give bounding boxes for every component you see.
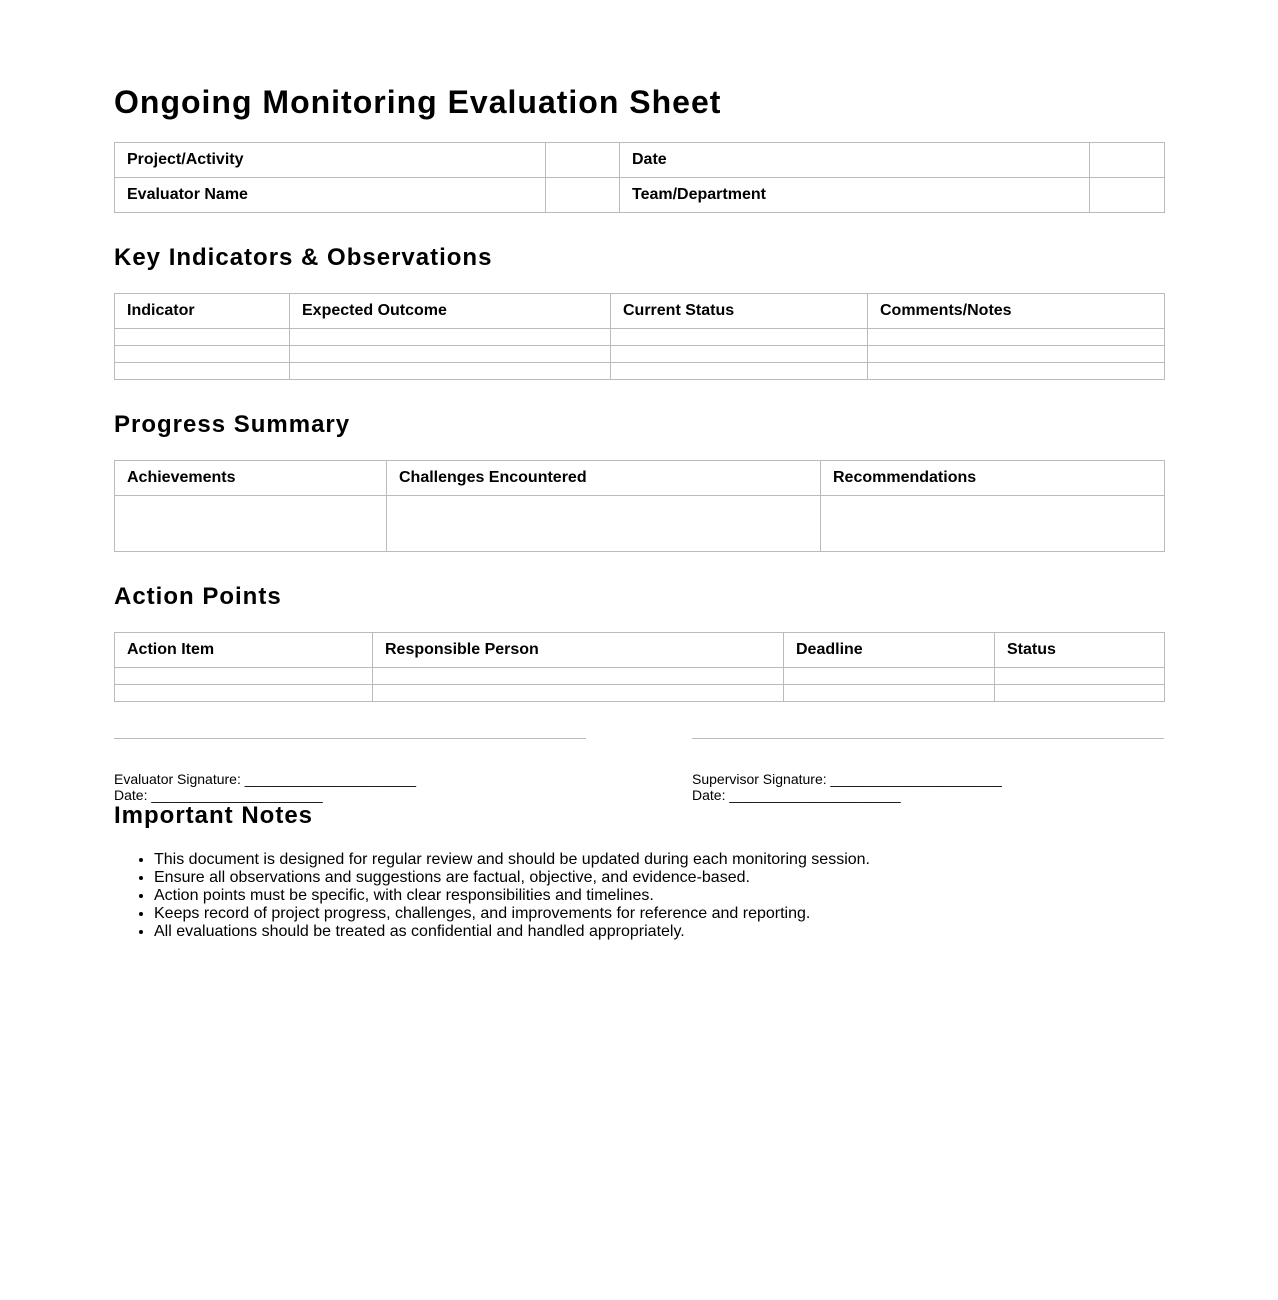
column-header-recommendations: Recommendations bbox=[821, 461, 1165, 496]
action-item-cell[interactable] bbox=[115, 668, 373, 685]
indicator-cell[interactable] bbox=[115, 346, 290, 363]
column-header-action-item: Action Item bbox=[115, 633, 373, 668]
list-item: • All evaluations should be treated as confidential and handled appropriately. bbox=[154, 923, 870, 941]
column-header-deadline: Deadline bbox=[784, 633, 995, 668]
notes-list bbox=[114, 851, 870, 941]
supervisor-signature-rule bbox=[692, 738, 1164, 739]
info-row-evaluator bbox=[115, 178, 1165, 213]
supervisor-date-field[interactable]: Date: ______________________ bbox=[692, 787, 901, 803]
list-item: • This document is designed for regular review and should be updated during each monitoring session. bbox=[154, 851, 870, 869]
current-status-cell[interactable] bbox=[611, 329, 868, 346]
list-item: • Ensure all observations and suggestions are factual, objective, and evidence-based. bbox=[154, 869, 870, 887]
column-header-achievements: Achievements bbox=[115, 461, 387, 496]
table-row bbox=[115, 363, 1165, 380]
team-department-value[interactable] bbox=[1090, 178, 1165, 213]
notes-heading: Important Notes bbox=[114, 802, 314, 829]
column-header-comments-notes: Comments/Notes bbox=[868, 294, 1165, 329]
team-department-label: Team/Department bbox=[620, 178, 1090, 213]
indicators-heading: Key Indicators & Observations bbox=[114, 244, 493, 271]
supervisor-signature-field[interactable]: Supervisor Signature: ______________________ bbox=[692, 771, 1002, 787]
list-item: • Keeps record of project progress, challenges, and improvements for reference and reporting. bbox=[154, 905, 870, 923]
responsible-person-cell[interactable] bbox=[373, 668, 784, 685]
deadline-cell[interactable] bbox=[784, 668, 995, 685]
table-row bbox=[115, 668, 1165, 685]
actions-header-row bbox=[115, 633, 1165, 668]
challenges-cell[interactable] bbox=[387, 496, 821, 552]
actions-table bbox=[114, 632, 1165, 702]
indicator-cell[interactable] bbox=[115, 329, 290, 346]
evaluator-signature-block bbox=[114, 771, 416, 803]
progress-heading: Progress Summary bbox=[114, 411, 351, 438]
date-value[interactable] bbox=[1090, 143, 1165, 178]
column-header-indicator: Indicator bbox=[115, 294, 290, 329]
info-row-project bbox=[115, 143, 1165, 178]
recommendations-cell[interactable] bbox=[821, 496, 1165, 552]
comments-notes-cell[interactable] bbox=[868, 346, 1165, 363]
comments-notes-cell[interactable] bbox=[868, 363, 1165, 380]
column-header-responsible-person: Responsible Person bbox=[373, 633, 784, 668]
column-header-current-status: Current Status bbox=[611, 294, 868, 329]
expected-outcome-cell[interactable] bbox=[290, 329, 611, 346]
page-title: Ongoing Monitoring Evaluation Sheet bbox=[114, 84, 722, 120]
table-row bbox=[115, 329, 1165, 346]
evaluator-name-value[interactable] bbox=[546, 178, 620, 213]
list-item: • Action points must be specific, with clear responsibilities and timelines. bbox=[154, 887, 870, 905]
progress-header-row bbox=[115, 461, 1165, 496]
indicators-header-row bbox=[115, 294, 1165, 329]
indicator-cell[interactable] bbox=[115, 363, 290, 380]
date-label: Date bbox=[620, 143, 1090, 178]
info-table bbox=[114, 142, 1165, 213]
supervisor-signature-block bbox=[692, 771, 1002, 803]
indicators-table bbox=[114, 293, 1165, 380]
evaluator-name-label: Evaluator Name bbox=[115, 178, 546, 213]
progress-table bbox=[114, 460, 1165, 552]
current-status-cell[interactable] bbox=[611, 346, 868, 363]
responsible-person-cell[interactable] bbox=[373, 685, 784, 702]
deadline-cell[interactable] bbox=[784, 685, 995, 702]
project-activity-label: Project/Activity bbox=[115, 143, 546, 178]
table-row bbox=[115, 496, 1165, 552]
actions-heading: Action Points bbox=[114, 583, 282, 610]
status-cell[interactable] bbox=[995, 668, 1165, 685]
expected-outcome-cell[interactable] bbox=[290, 363, 611, 380]
status-cell[interactable] bbox=[995, 685, 1165, 702]
achievements-cell[interactable] bbox=[115, 496, 387, 552]
comments-notes-cell[interactable] bbox=[868, 329, 1165, 346]
table-row bbox=[115, 346, 1165, 363]
evaluator-signature-rule bbox=[114, 738, 586, 739]
evaluator-signature-field[interactable]: Evaluator Signature: ______________________ bbox=[114, 771, 417, 787]
column-header-status: Status bbox=[995, 633, 1165, 668]
table-row bbox=[115, 685, 1165, 702]
expected-outcome-cell[interactable] bbox=[290, 346, 611, 363]
action-item-cell[interactable] bbox=[115, 685, 373, 702]
column-header-challenges: Challenges Encountered bbox=[387, 461, 821, 496]
project-activity-value[interactable] bbox=[546, 143, 620, 178]
evaluator-date-field[interactable]: Date: ______________________ bbox=[114, 787, 323, 803]
column-header-expected-outcome: Expected Outcome bbox=[290, 294, 611, 329]
current-status-cell[interactable] bbox=[611, 363, 868, 380]
